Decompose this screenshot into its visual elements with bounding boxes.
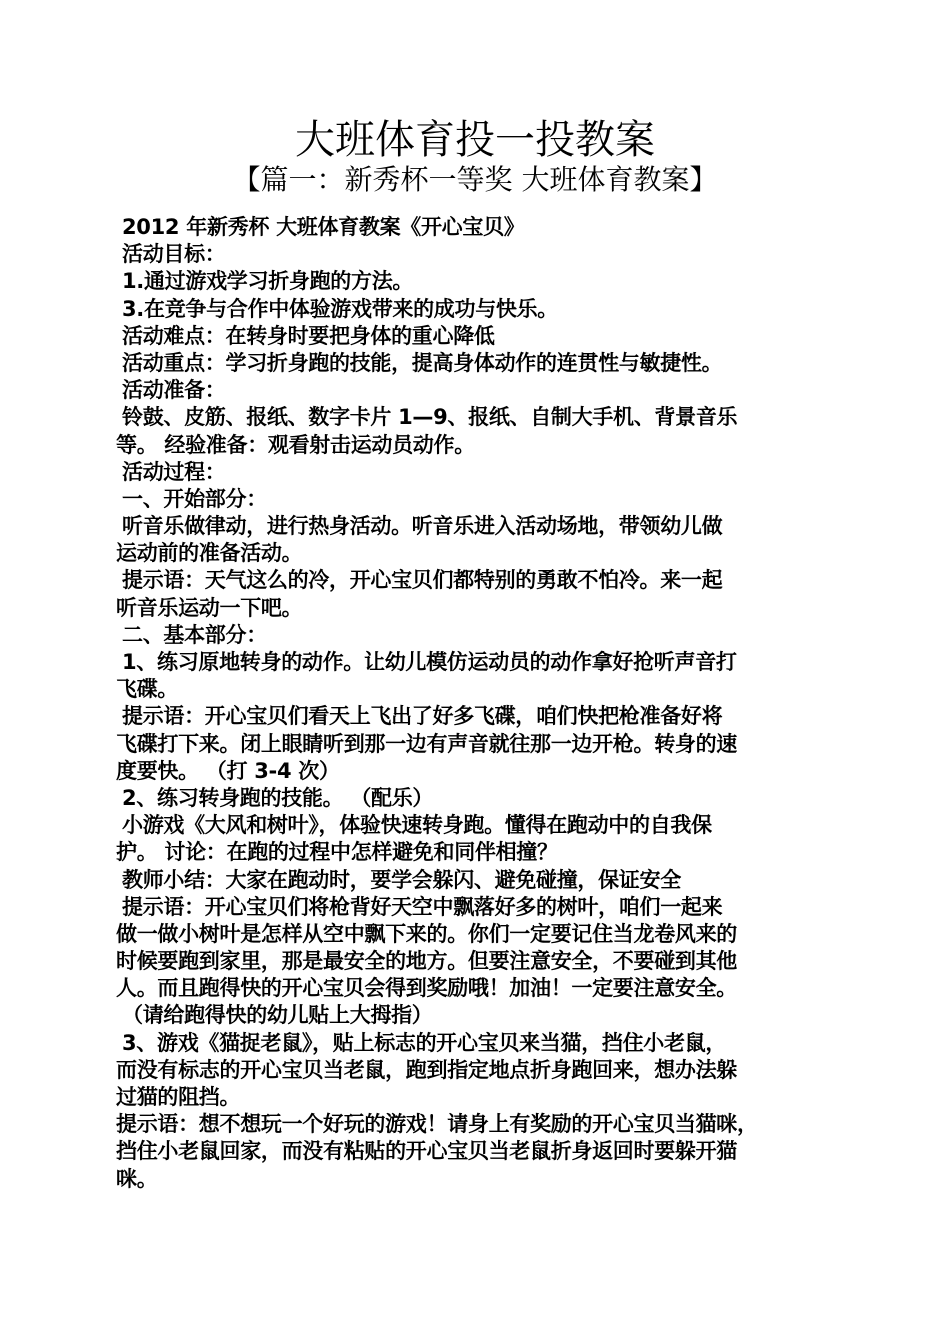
body-line: 铃鼓、皮筋、报纸、数字卡片 1—9、报纸、自制大手机、背景音乐	[122, 405, 738, 430]
body-line: 3.在竞争与合作中体验游戏带来的成功与快乐。	[122, 296, 558, 321]
body-line: 二、基本部分：	[122, 622, 267, 647]
body-line: 提示语：天气这么的冷，开心宝贝们都特别的勇敢不怕冷。来一起	[122, 568, 723, 593]
body-line: 人。而且跑得快的开心宝贝会得到奖励哦！加油！一定要注意安全。	[116, 976, 737, 1001]
document-subtitle: 【篇一：新秀杯一等奖 大班体育教案】	[232, 163, 718, 196]
body-line: 度要快。 （打 3-4 次）	[116, 758, 340, 783]
body-line: 活动准备：	[122, 378, 226, 403]
body-line: 教师小结：大家在跑动时，要学会躲闪、避免碰撞，保证安全	[122, 867, 681, 892]
body-line: （请给跑得快的幼儿贴上大拇指）	[122, 1003, 433, 1028]
body-line: 2、练习转身跑的技能。 （配乐）	[122, 785, 434, 810]
body-line: 2012 年新秀杯 大班体育教案《开心宝贝》	[122, 215, 525, 239]
body-line: 活动过程：	[122, 459, 226, 484]
body-line: 一、开始部分：	[122, 486, 267, 511]
body-line: 1.通过游戏学习折身跑的方法。	[122, 269, 414, 294]
body-line: 听音乐运动一下吧。	[116, 595, 303, 620]
body-line: 提示语：想不想玩一个好玩的游戏！请身上有奖励的开心宝贝当猫咪，	[116, 1112, 758, 1137]
body-line: 而没有标志的开心宝贝当老鼠，跑到指定地点折身跑回来，想办法躲	[116, 1057, 737, 1082]
body-line: 挡住小老鼠回家，而没有粘贴的开心宝贝当老鼠折身返回时要躲开猫	[116, 1139, 737, 1164]
body-line: 听音乐做律动，进行热身活动。听音乐进入活动场地，带领幼儿做	[122, 514, 723, 539]
body-line: 活动重点：学习折身跑的技能，提高身体动作的连贯性与敏捷性。	[122, 350, 723, 375]
body-line: 等。 经验准备：观看射击运动员动作。	[116, 432, 475, 457]
document-body	[116, 214, 846, 1193]
body-line: 活动目标：	[122, 242, 226, 267]
body-line: 1、练习原地转身的动作。让幼儿模仿运动员的动作拿好抢听声音打	[122, 650, 737, 674]
body-line: 3、游戏《猫捉老鼠》，贴上标志的开心宝贝来当猫，挡住小老鼠，	[122, 1030, 727, 1055]
body-line: 时候要跑到家里，那是最安全的地方。但要注意安全，不要碰到其他	[116, 949, 737, 974]
body-line: 运动前的准备活动。	[116, 541, 303, 566]
body-line: 做一做小树叶是怎样从空中飘下来的。你们一定要记住当龙卷风来的	[116, 921, 737, 946]
body-line: 小游戏《大风和树叶》，体验快速转身跑。懂得在跑动中的自我保	[122, 813, 712, 838]
body-line: 飞碟打下来。闭上眼睛听到那一边有声音就往那一边开枪。转身的速	[116, 731, 737, 756]
body-line: 飞碟。	[116, 677, 179, 702]
body-line: 活动难点：在转身时要把身体的重心降低	[122, 323, 495, 348]
body-line: 提示语：开心宝贝们看天上飞出了好多飞碟，咱们快把枪准备好将	[122, 704, 723, 729]
body-line: 过猫的阻挡。	[116, 1085, 241, 1109]
body-line: 咪。	[116, 1166, 158, 1191]
body-line: 提示语：开心宝贝们将枪背好天空中飘落好多的树叶，咱们一起来	[122, 894, 723, 919]
body-line: 护。 讨论：在跑的过程中怎样避免和同伴相撞？	[116, 840, 558, 865]
document-title: 大班体育投一投教案	[295, 117, 655, 163]
